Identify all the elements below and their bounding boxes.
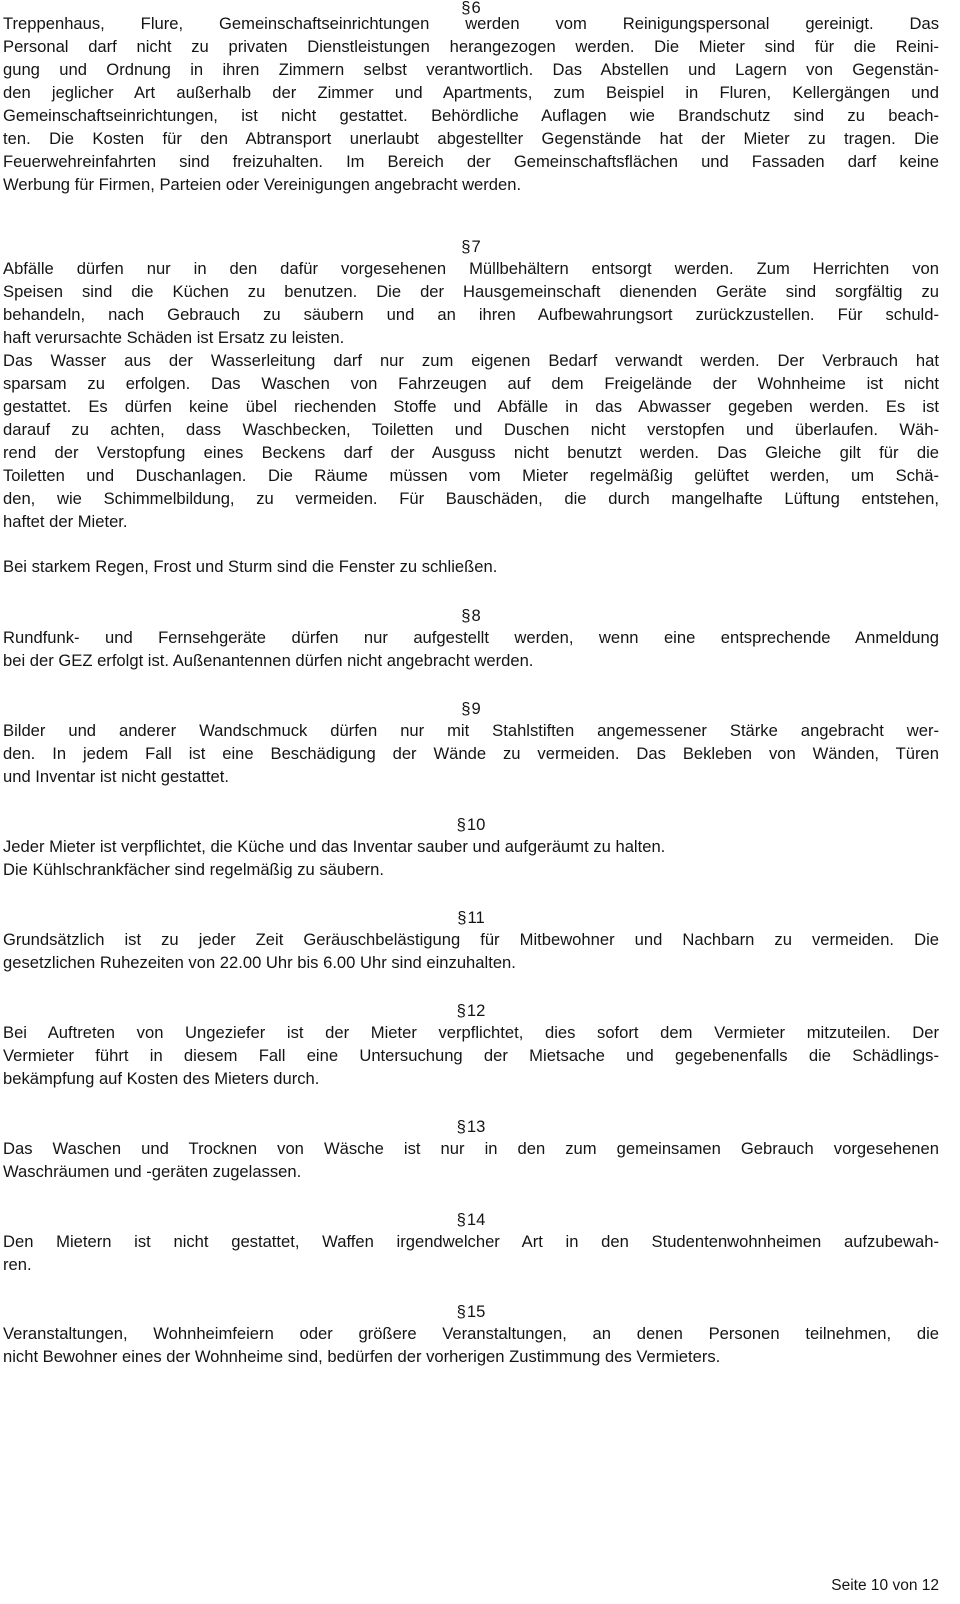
paragraph-line: bei der GEZ erfolgt ist. Außenantennen dürfen nicht angebracht werden. — [3, 651, 534, 670]
section-heading-9: §9 — [461, 699, 481, 718]
section-heading-10: §10 — [456, 815, 486, 834]
paragraph-line: haft verursachte Schäden ist Ersatz zu leisten. — [3, 328, 345, 347]
paragraph-line: ten. Die Kosten für den Abtransport unerlaubt abgestellter Gegenstände hat der Mieter zu tragen. Die — [3, 129, 939, 148]
page-number-footer: Seite 10 von 12 — [831, 1577, 939, 1594]
paragraph-line: Personal darf nicht zu privaten Dienstleistungen herangezogen werden. Die Mieter sind für die Reini- — [3, 37, 939, 56]
document-page — [3, 0, 939, 1604]
section-heading-12: §12 — [456, 1001, 486, 1020]
paragraph-line: Den Mietern ist nicht gestattet, Waffen irgendwelcher Art in den Studentenwohnheimen aufzubewah- — [3, 1232, 939, 1251]
paragraph-line: Jeder Mieter ist verpflichtet, die Küche und das Inventar sauber und aufgeräumt zu halten. — [3, 837, 666, 856]
paragraph-line: Bilder und anderer Wandschmuck dürfen nur mit Stahlstiften angemessener Stärke angebracht wer- — [3, 721, 939, 740]
paragraph-line: Werbung für Firmen, Parteien oder Vereinigungen angebracht werden. — [3, 175, 522, 194]
paragraph-line: gesetzlichen Ruhezeiten von 22.00 Uhr bis 6.00 Uhr sind einzuhalten. — [3, 953, 516, 972]
paragraph-line: Treppenhaus, Flure, Gemeinschaftseinrichtungen werden vom Reinigungspersonal gereinigt. Das — [3, 14, 939, 33]
paragraph-line: gung und Ordnung in ihren Zimmern selbst verantwortlich. Das Abstellen und Lagern von Gegenstän- — [3, 60, 939, 79]
paragraph-line: den, wie Schimmelbildung, zu vermeiden. Für Bauschäden, die durch mangelhafte Lüftung entstehen, — [3, 489, 939, 508]
paragraph-line: Vermieter führt in diesem Fall eine Untersuchung der Mietsache und gegebenenfalls die Schädlings- — [3, 1046, 939, 1065]
section-heading-7: §7 — [461, 237, 481, 256]
section-heading-6: §6 — [461, 0, 481, 17]
paragraph-line: rend der Verstopfung eines Beckens darf der Ausguss nicht benutzt werden. Das Gleiche gilt für die — [3, 443, 939, 462]
paragraph-line: Gemeinschaftseinrichtungen, ist nicht gestattet. Behördliche Auflagen wie Brandschutz sind zu beach- — [3, 106, 939, 125]
paragraph-line: sparsam zu erfolgen. Das Waschen von Fahrzeugen auf dem Freigelände der Wohnheime ist nicht — [3, 374, 939, 393]
paragraph-line: und Inventar ist nicht gestattet. — [3, 767, 229, 786]
section-heading-13: §13 — [456, 1117, 486, 1136]
paragraph-line: gestattet. Es dürfen keine übel riechenden Stoffe und Abfälle in das Abwasser gegeben werden. Es ist — [3, 397, 939, 416]
paragraph-line: Das Waschen und Trocknen von Wäsche ist nur in den zum gemeinsamen Gebrauch vorgesehenen — [3, 1139, 939, 1158]
paragraph-line: Das Wasser aus der Wasserleitung darf nur zum eigenen Bedarf verwandt werden. Der Verbrauch hat — [3, 351, 939, 370]
paragraph-line: Die Kühlschrankfächer sind regelmäßig zu säubern. — [3, 860, 384, 879]
paragraph-line: Toiletten und Duschanlagen. Die Räume müssen vom Mieter regelmäßig gelüftet werden, um Schä- — [3, 466, 939, 485]
paragraph-line: darauf zu achten, dass Waschbecken, Toiletten und Duschen nicht verstopfen und überlaufen. Wäh- — [3, 420, 939, 439]
paragraph-line: den jeglicher Art außerhalb der Zimmer und Apartments, zum Beispiel in Fluren, Kellergängen und — [3, 83, 939, 102]
section-heading-14: §14 — [456, 1210, 486, 1229]
section-heading-11: §11 — [457, 908, 485, 927]
paragraph-line: nicht Bewohner eines der Wohnheime sind, bedürfen der vorherigen Zustimmung des Vermieters. — [3, 1347, 721, 1366]
section-heading-8: §8 — [461, 606, 481, 625]
paragraph-line: Rundfunk- und Fernsehgeräte dürfen nur aufgestellt werden, wenn eine entsprechende Anmeldung — [3, 628, 939, 647]
paragraph-line: den. In jedem Fall ist eine Beschädigung der Wände zu vermeiden. Das Bekleben von Wänden, Türen — [3, 744, 939, 763]
paragraph-line: Waschräumen und -geräten zugelassen. — [3, 1162, 302, 1181]
paragraph-line: Bei Auftreten von Ungeziefer ist der Mieter verpflichtet, dies sofort dem Vermieter mitzuteilen. Der — [3, 1023, 939, 1042]
paragraph-line: haftet der Mieter. — [3, 512, 128, 531]
paragraph-line: Veranstaltungen, Wohnheimfeiern oder größere Veranstaltungen, an denen Personen teilnehmen, die — [3, 1324, 939, 1343]
paragraph-line: behandeln, nach Gebrauch zu säubern und an ihren Aufbewahrungsort zurückzustellen. Für schuld- — [3, 305, 939, 324]
paragraph-line: Abfälle dürfen nur in den dafür vorgesehenen Müllbehältern entsorgt werden. Zum Herrichten von — [3, 259, 939, 278]
paragraph-line: bekämpfung auf Kosten des Mieters durch. — [3, 1069, 320, 1088]
section-heading-15: §15 — [456, 1302, 486, 1321]
paragraph-line: Bei starkem Regen, Frost und Sturm sind die Fenster zu schließen. — [3, 557, 498, 576]
paragraph-line: Grundsätzlich ist zu jeder Zeit Geräuschbelästigung für Mitbewohner und Nachbarn zu vermeiden. Die — [3, 930, 939, 949]
paragraph-line: Speisen sind die Küchen zu benutzen. Die der Hausgemeinschaft dienenden Geräte sind sorgfältig zu — [3, 282, 939, 301]
paragraph-line: ren. — [3, 1255, 32, 1274]
paragraph-line: Feuerwehreinfahrten sind freizuhalten. Im Bereich der Gemeinschaftsflächen und Fassaden darf keine — [3, 152, 939, 171]
